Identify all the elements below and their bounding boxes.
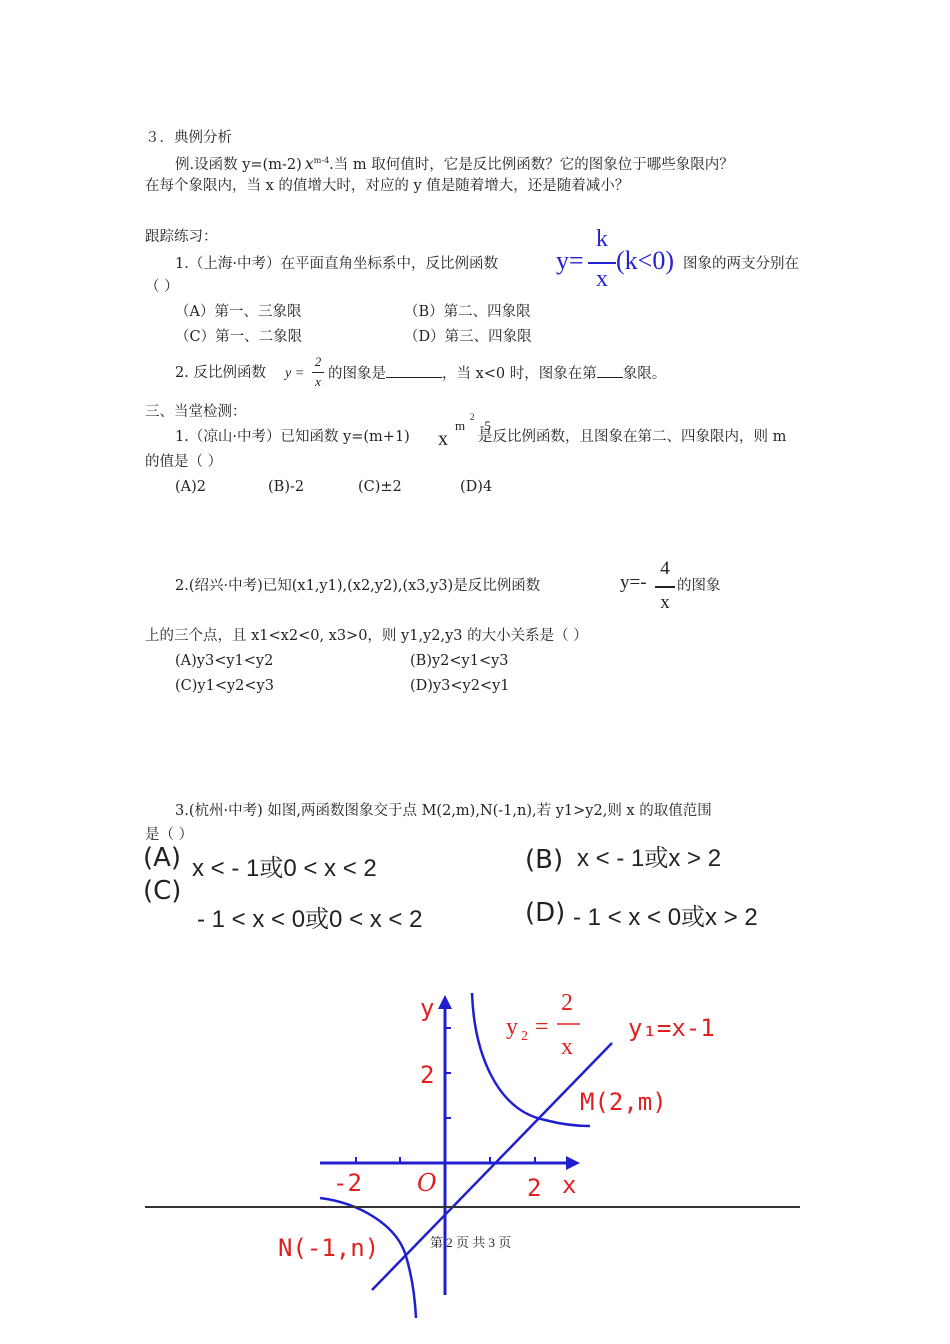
y2-denominator: x [561, 1034, 573, 1060]
practice-q2-num: 2 [314, 354, 322, 369]
practice-q1-cond: (k<0) [616, 246, 674, 275]
example-text-b: .当 m 取何值时，它是反比例函数？它的图象位于哪些象限内？ [329, 156, 734, 173]
check-q3-c-label: (C) [143, 876, 182, 906]
check-q3-line2: 是（ ） [145, 827, 194, 843]
practice-q1-opt-d: （D）第三、四象限 [404, 329, 532, 345]
point-n-label: N(-1,n) [278, 1234, 380, 1262]
point-m-label: M(2,m) [580, 1088, 667, 1116]
x-axis-label: x [562, 1171, 577, 1199]
check-q1-x: x [438, 428, 448, 450]
practice-q2-text-c: ，当 x<0 时，图象在第 [442, 366, 597, 382]
y2-subscript: 2 [521, 1029, 528, 1044]
practice-q1-bracket: （ ） [145, 279, 179, 295]
practice-q2-text-a: 2. 反比例函数 [175, 365, 266, 381]
y-axis-arrow-icon [438, 995, 452, 1009]
practice-q2-text-d: 象限。 [622, 366, 667, 382]
check-q2-line2: 上的三个点，且 x1<x2<0, x3>0，则 y1,y2,y3 的大小关系是（ ） [145, 628, 588, 644]
check-q2-opt-b: (B)y2<y1<y3 [410, 653, 509, 669]
check-q1-exp2: 2 [470, 412, 475, 422]
check-q1-opt-d: (D)4 [460, 479, 493, 495]
footer-rule [145, 1206, 800, 1208]
line-y1 [372, 1043, 612, 1290]
example-x: x [304, 153, 314, 173]
check-q3-line1: 3.(杭州·中考) 如图,两函数图象交于点 M(2,m),N(-1,n),若 y1>y2,则 x 的取值范围 [175, 803, 712, 819]
y2-label: y [506, 1014, 518, 1040]
section3-heading: ３．典例分析 [145, 130, 232, 146]
check-q2-opt-d: (D)y3<y2<y1 [410, 678, 510, 694]
practice-q1-opt-a: （A）第一、三象限 [175, 304, 302, 320]
check-q3-a-label: (A) [143, 843, 182, 873]
check-q3-a-formula: x < - 1或0 < x < 2 [192, 855, 377, 882]
y2-equals: = [535, 1014, 549, 1040]
check-q2-y: y=- [620, 572, 647, 593]
check-q2-num: 4 [660, 558, 670, 579]
check-q2-text-b: 的图象 [677, 578, 721, 594]
check-q3-c-formula: - 1 < x < 0或0 < x < 2 [197, 906, 423, 933]
check-q3-d-label: (D) [525, 898, 566, 928]
y-axis-label: y [420, 994, 435, 1022]
origin-label: O [417, 1169, 437, 1197]
practice-q1-tail: 图象的两支分别在 [683, 256, 799, 272]
check-q1-line2: 的值是（ ） [145, 454, 223, 470]
practice-q1-y: y= [556, 246, 584, 275]
practice-q2-y: y = [285, 366, 305, 381]
check-q1-opt-b: (B)-2 [268, 479, 305, 495]
tick-label-x2: 2 [527, 1174, 542, 1202]
practice-q2-den: x [315, 374, 321, 389]
tick-label-y2: 2 [420, 1061, 435, 1089]
check-q1-opt-a: (A)2 [175, 479, 207, 495]
check-q3-b-formula: x < - 1或x > 2 [577, 845, 722, 872]
practice-q1-text: 1.（上海·中考）在平面直角坐标系中，反比例函数 [175, 256, 498, 272]
check-heading: 三、当堂检测： [145, 404, 247, 420]
practice-heading: 跟踪练习： [145, 229, 218, 245]
practice-q1-opt-b: （B）第二、四象限 [404, 304, 531, 320]
example-text-a: 例.设函数 y=(m-2) [175, 156, 302, 173]
practice-q1-opt-c: （C）第一、二象限 [175, 329, 303, 345]
page-number: 第 2 页 共 3 页 [430, 1235, 512, 1250]
practice-q1-num: k [596, 226, 608, 252]
tick-label-xm2: -2 [333, 1169, 362, 1197]
y2-numerator: 2 [561, 990, 573, 1016]
check-q1-exp3: -5 [480, 418, 491, 433]
check-q2-opt-c: (C)y1<y2<y3 [175, 678, 274, 694]
check-q3-b-label: (B) [525, 845, 564, 875]
practice-q1-den: x [596, 266, 608, 292]
check-q1-text-a: 1.（凉山·中考）已知函数 y=(m+1) [175, 429, 410, 445]
y1-label: y₁=x-1 [628, 1014, 715, 1042]
check-q1-exp: m [455, 418, 466, 433]
practice-q2-text-b: 的图象是 [328, 366, 386, 382]
check-q1-text-b: 是反比例函数，且图象在第二、四象限内，则 m [478, 429, 787, 445]
check-q3-d-formula: - 1 < x < 0或x > 2 [573, 904, 758, 931]
check-q2-den: x [660, 592, 670, 613]
check-q2-opt-a: (A)y3<y1<y2 [175, 653, 274, 669]
check-q2-text-a: 2.(绍兴·中考)已知(x1,y1),(x2,y2),(x3,y3)是反比例函数 [175, 578, 541, 594]
x-axis-arrow-icon [566, 1156, 580, 1170]
example-exp: m-4 [313, 156, 330, 165]
example-line2: 在每个象限内，当 x 的值增大时，对应的 y 值是随着增大，还是随着减小？ [145, 178, 630, 194]
check-q1-opt-c: (C)±2 [358, 479, 402, 495]
